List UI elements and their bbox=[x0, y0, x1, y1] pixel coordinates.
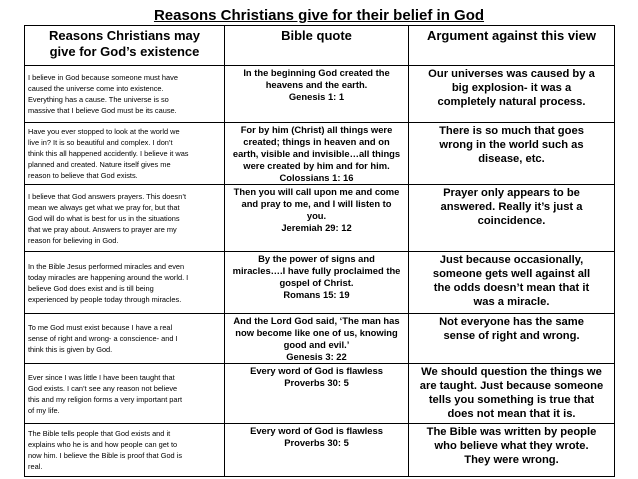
page-title: Reasons Christians give for their belief in God bbox=[153, 7, 485, 24]
argument-cell-line: Just because occasionally, bbox=[439, 254, 584, 266]
reason-cell-line: The Bible tells people that God exists and it bbox=[28, 429, 171, 438]
table-row bbox=[25, 364, 615, 424]
argument-cell bbox=[409, 185, 615, 252]
argument-cell bbox=[409, 252, 615, 314]
bible-quote-cell bbox=[225, 424, 409, 477]
argument-cell-line: Not everyone has the same bbox=[439, 316, 584, 328]
bible-quote-cell-line: miracles….I have fully proclaimed the bbox=[232, 265, 401, 276]
bible-quote-cell-line: Every word of God is flawless bbox=[250, 365, 383, 376]
reason-cell-line: experienced by people today through miracles. bbox=[28, 294, 182, 304]
argument-cell-line: completely natural process. bbox=[437, 96, 586, 108]
bible-quote-cell bbox=[225, 123, 409, 185]
bible-quote-cell-line: heavens and the earth. bbox=[265, 79, 368, 90]
bible-quote-cell-line: and pray to me, and I will listen to bbox=[241, 198, 392, 209]
table-row bbox=[25, 314, 615, 364]
argument-cell-line: big explosion- it was a bbox=[451, 82, 572, 94]
argument-cell bbox=[409, 123, 615, 185]
table-row bbox=[25, 66, 615, 123]
reason-cell-line: reason to believe that God exists. bbox=[28, 171, 138, 180]
bible-quote-cell bbox=[225, 66, 409, 123]
bible-quote-cell-line: were created by him and for him. bbox=[243, 160, 390, 171]
reason-cell-line: think this all happened accidently. I believe it was bbox=[28, 149, 189, 158]
argument-cell-line: coincidence. bbox=[477, 215, 546, 227]
table-row bbox=[25, 252, 615, 314]
reason-cell-line: planned and created. Nature itself gives me bbox=[28, 160, 171, 169]
reason-cell-line: real. bbox=[28, 462, 43, 471]
bible-quote-cell-line: Every word of God is flawless bbox=[250, 425, 383, 436]
argument-cell-line: who believe what they wrote. bbox=[434, 440, 589, 452]
table-row bbox=[25, 424, 615, 477]
reason-cell-line: massive that I believe God must be its cause. bbox=[28, 106, 177, 115]
table-row bbox=[25, 123, 615, 185]
header-row bbox=[25, 26, 615, 66]
bible-quote-cell-line: For by him (Christ) all things were bbox=[240, 124, 393, 135]
bible-quote-cell-line: Then you will call upon me and come bbox=[233, 186, 400, 197]
reason-cell bbox=[25, 424, 225, 477]
bible-quote-cell-line: now become like one of us, knowing bbox=[235, 327, 398, 338]
argument-cell-line: We should question the things we bbox=[421, 366, 602, 378]
bible-quote-cell-line: Proverbs 30: 5 bbox=[284, 437, 349, 448]
reason-cell-line: now him. I believe the Bible is proof that God is bbox=[28, 451, 183, 460]
bible-quote-cell-line: you. bbox=[306, 210, 327, 221]
argument-cell bbox=[409, 66, 615, 123]
reasons-table bbox=[24, 25, 615, 477]
argument-cell-line: are taught. Just because someone bbox=[419, 380, 604, 392]
reason-cell bbox=[25, 185, 225, 252]
reason-cell bbox=[25, 66, 225, 123]
reason-cell bbox=[25, 252, 225, 314]
reason-cell bbox=[25, 123, 225, 185]
reason-cell-line: caused the universe come into existence. bbox=[28, 84, 164, 93]
bible-quote-cell-line: Colossians 1: 16 bbox=[279, 172, 354, 183]
argument-cell bbox=[409, 364, 615, 424]
argument-cell-line: They were wrong. bbox=[464, 454, 559, 466]
bible-quote-cell-line: And the Lord God said, ‘The man has bbox=[233, 315, 400, 326]
reason-cell-line: I believe that God answers prayers. This doesn’t bbox=[28, 191, 187, 201]
bible-quote-cell bbox=[225, 252, 409, 314]
bible-quote-cell-line: earth, visible and invisible…all things bbox=[232, 148, 401, 159]
header-argument-against: Argument against this view bbox=[409, 26, 615, 66]
argument-cell bbox=[409, 314, 615, 364]
argument-cell-line: There is so much that goes bbox=[439, 125, 584, 137]
bible-quote-cell-line: By the power of signs and bbox=[258, 253, 375, 264]
argument-cell-line: the odds doesn’t mean that it bbox=[433, 282, 590, 294]
reason-cell-line: Have you ever stopped to look at the world we bbox=[28, 127, 180, 136]
table-row bbox=[25, 185, 615, 252]
reason-cell-line: think this is given by God. bbox=[28, 345, 113, 354]
reason-cell bbox=[25, 314, 225, 364]
bible-quote-cell-line: In the beginning God created the bbox=[243, 67, 390, 78]
bible-quote-cell bbox=[225, 364, 409, 424]
reason-cell-line: Ever since I was little I have been taught that bbox=[28, 372, 175, 382]
argument-cell-line: disease, etc. bbox=[478, 153, 545, 165]
argument-cell-line: was a miracle. bbox=[473, 296, 550, 308]
bible-quote-cell-line: Genesis 1: 1 bbox=[288, 91, 345, 102]
reason-cell-line: I believe in God because someone must have bbox=[28, 73, 178, 82]
reason-cell-line: Everything has a cause. The universe is so bbox=[28, 95, 169, 104]
bible-quote-cell-line: gospel of Christ. bbox=[279, 277, 354, 288]
bible-quote-cell-line: Genesis 3: 22 bbox=[286, 351, 347, 362]
bible-quote-cell-line: good and evil.’ bbox=[283, 339, 350, 350]
reason-cell-line: God exists. I can’t see any reason not believe bbox=[28, 383, 178, 393]
bible-quote-cell-line: Romans 15: 19 bbox=[283, 289, 350, 300]
reason-cell-line: To me God must exist because I have a real bbox=[28, 323, 173, 332]
bible-quote-cell bbox=[225, 185, 409, 252]
argument-cell-line: answered. Really it’s just a bbox=[440, 201, 583, 213]
reason-cell-line: explains who he is and how people can get to bbox=[28, 440, 178, 449]
argument-cell-line: Prayer only appears to be bbox=[443, 187, 580, 199]
argument-cell-line: tells you something is true that bbox=[428, 394, 595, 406]
reason-cell-line: that we pray about. Answers to prayer are my bbox=[28, 224, 177, 234]
argument-cell-line: sense of right and wrong. bbox=[443, 330, 580, 342]
reason-cell-line: this and my religion forms a very important part bbox=[28, 394, 183, 404]
reason-cell-line: reason for believing in God. bbox=[28, 235, 119, 245]
argument-cell-line: does not mean that it is. bbox=[447, 408, 576, 420]
argument-cell-line: Our universes was caused by a bbox=[428, 68, 595, 80]
reason-cell-line: of my life. bbox=[28, 405, 60, 415]
bible-quote-cell-line: Jeremiah 29: 12 bbox=[281, 222, 352, 233]
reason-cell-line: God will do what is best for us in the situations bbox=[28, 213, 180, 223]
reason-cell-line: today miracles are happening around the world. I bbox=[28, 272, 189, 282]
reason-cell-line: sense of right and wrong- a conscience- and I bbox=[28, 334, 178, 343]
argument-cell bbox=[409, 424, 615, 477]
argument-cell-line: someone gets well against all bbox=[432, 268, 591, 280]
argument-cell-line: wrong in the world such as bbox=[439, 139, 584, 151]
bible-quote-cell-line: Proverbs 30: 5 bbox=[284, 377, 349, 388]
reason-cell-line: believe God does exist and is till being bbox=[28, 283, 154, 293]
reason-cell bbox=[25, 364, 225, 424]
argument-cell-line: The Bible was written by people bbox=[426, 426, 597, 438]
reason-cell-line: live in? It is so beautiful and complex. I don’t bbox=[28, 138, 173, 147]
reason-cell-line: mean we always get what we pray for, but that bbox=[28, 202, 180, 212]
header-bible-quote: Bible quote bbox=[225, 26, 409, 66]
header-reasons: Reasons Christians may give for God’s existence bbox=[25, 26, 225, 66]
reason-cell-line: In the Bible Jesus performed miracles and even bbox=[28, 261, 185, 271]
bible-quote-cell bbox=[225, 314, 409, 364]
bible-quote-cell-line: created; things in heaven and on bbox=[243, 136, 390, 147]
